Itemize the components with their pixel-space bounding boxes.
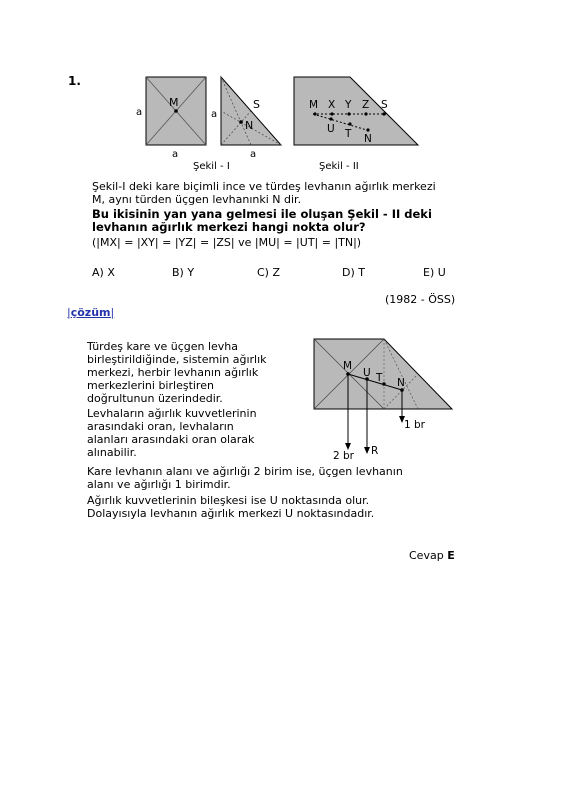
- solution-paragraph-1: Türdeş kare ve üçgen levha birleştirildiğinde, sistemin ağırlık merkezi, herbir levhanın ağırlık merkezlerini birleştiren doğrultunun üzerindedir.: [87, 340, 267, 405]
- fig1-label-a-bottom: a: [172, 149, 179, 160]
- sol-label-N: N: [397, 377, 405, 389]
- solution-paragraph-3: Kare levhanın alanı ve ağırlığı 2 birim ise, üçgen levhanın alanı ve ağırlığı 1 birimdir.: [87, 465, 403, 491]
- sol-force-2br: 2 br: [333, 450, 354, 462]
- question-number: 1.: [68, 74, 81, 88]
- fig2-label-M: M: [309, 99, 319, 111]
- solution-paragraph-2: Levhaların ağırlık kuvvetlerinin arasındaki oran, levhaların alanları arasındaki oran olarak alınabilir.: [87, 407, 257, 459]
- question-source: (1982 - ÖSS): [385, 293, 456, 306]
- answer: [409, 549, 455, 562]
- fig1-label-S: S: [253, 98, 260, 111]
- question-text-line2: M, aynı türden üçgen levhanınki N dir.: [92, 193, 302, 206]
- figure2-caption: Şekil - II: [319, 161, 359, 172]
- fig2-label-U: U: [327, 123, 335, 135]
- fig2-label-Z: Z: [362, 99, 370, 111]
- fig2-label-Y: Y: [345, 99, 352, 111]
- solution-link[interactable]: |çözüm|: [67, 306, 115, 319]
- fig1-label-N: N: [245, 119, 254, 132]
- question-bold-line1: Bu ikisinin yan yana gelmesi ile oluşan Şekil - II deki: [92, 207, 432, 221]
- sol-force-1br: 1 br: [404, 419, 425, 431]
- fig1-label-a-left: a: [136, 107, 143, 118]
- fig1-tri-label-a-left: a: [211, 109, 218, 120]
- choice-d[interactable]: D) T: [342, 266, 365, 279]
- choice-b[interactable]: B) Y: [172, 266, 195, 279]
- fig2-label-S: S: [381, 99, 388, 111]
- fig2-label-T: T: [345, 128, 352, 140]
- fig2-label-N: N: [364, 133, 372, 145]
- answer-prefix: Cevap: [409, 549, 444, 562]
- solution-paragraph-4: Ağırlık kuvvetlerinin bileşkesi ise U noktasında olur. Dolayısıyla levhanın ağırlık merkezi U noktasındadır.: [87, 494, 375, 520]
- fig1-tri-label-a-bottom: a: [250, 149, 257, 160]
- question-text-line1: Şekil-I deki kare biçimli ince ve türdeş levhanın ağırlık merkezi: [92, 180, 436, 193]
- sol-label-U: U: [363, 367, 371, 379]
- fig2-label-X: X: [328, 99, 336, 111]
- choice-e[interactable]: E) U: [423, 266, 446, 279]
- question-bold-line2: levhanın ağırlık merkezi hangi nokta olur?: [92, 220, 366, 234]
- sol-force-R: R: [371, 445, 379, 457]
- sol-label-M: M: [343, 360, 353, 372]
- choice-a[interactable]: A) X: [92, 266, 115, 279]
- answer-letter: E: [447, 549, 455, 562]
- question-condition: (|MX| = |XY| = |YZ| = |ZS| ve |MU| = |UT| = |TN|): [92, 236, 362, 249]
- choice-c[interactable]: C) Z: [257, 266, 281, 279]
- sol-label-T: T: [376, 372, 383, 384]
- figure1-caption: Şekil - I: [193, 161, 230, 172]
- fig1-label-M: M: [169, 96, 179, 109]
